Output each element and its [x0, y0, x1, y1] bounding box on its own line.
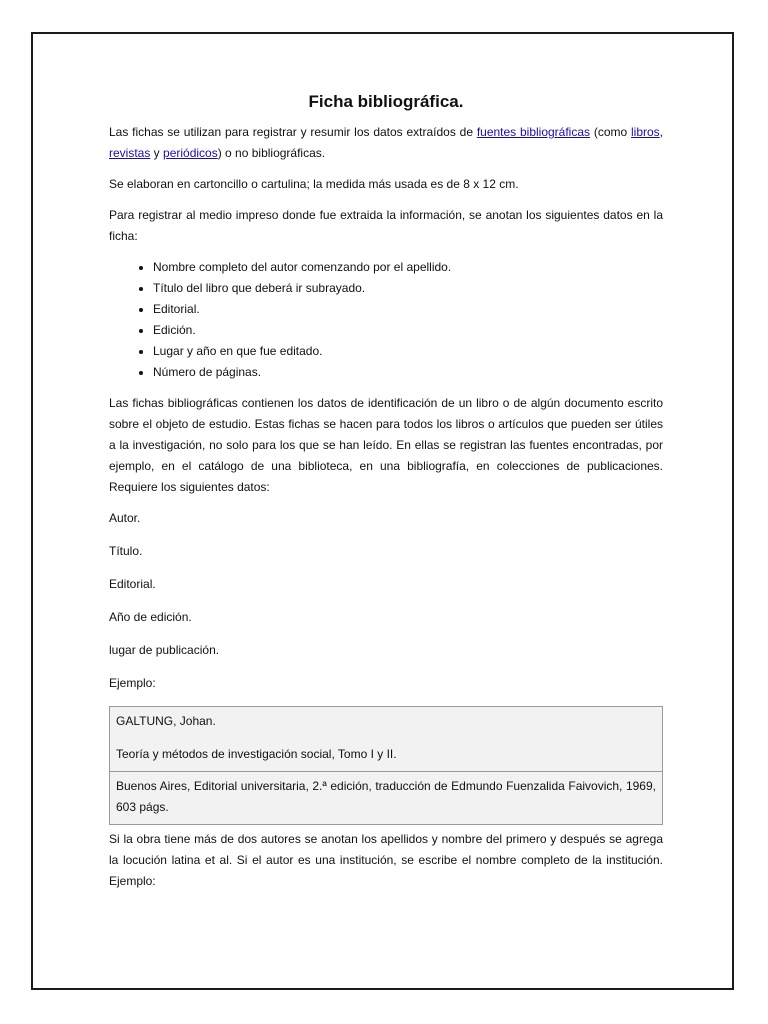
field-lugar-publicacion: lugar de publicación. — [109, 643, 220, 657]
example-box — [109, 706, 663, 825]
example-author: GALTUNG, Johan. — [116, 714, 216, 728]
document-title: Ficha bibliográfica. — [308, 92, 464, 111]
intro-paragraph — [109, 122, 663, 164]
list-item: • Número de páginas. — [153, 362, 663, 383]
intro-text-after: ) o no bibliográficas. — [217, 146, 326, 160]
list-item: • Edición. — [153, 320, 663, 341]
intro-sep-2: y — [150, 146, 164, 160]
field-editorial: Editorial. — [109, 577, 156, 591]
size-paragraph: Se elaboran en cartoncillo o cartulina; la medida más usada es de 8 x 12 cm. — [109, 177, 519, 191]
example-publication: Buenos Aires, Editorial universitaria, 2.ª edición, traducción de Edmundo Fuenzalida Faivovich, 1969, 603 págs. — [116, 779, 656, 814]
field-ejemplo: Ejemplo: — [109, 676, 156, 690]
link-periodicos[interactable]: periódicos — [163, 146, 218, 160]
link-revistas[interactable]: revistas — [109, 146, 151, 160]
field-anio-edicion: Año de edición. — [109, 610, 192, 624]
register-paragraph: Para registrar al medio impreso donde fue extraida la información, se anotan los siguientes datos en la ficha: — [109, 208, 663, 243]
document-page — [31, 32, 734, 990]
example-cell-top — [110, 707, 662, 771]
example-book-title: Teoría y métodos de investigación social, Tomo I y II. — [116, 747, 397, 761]
link-fuentes-bibliograficas[interactable]: fuentes bibliográficas — [476, 125, 591, 139]
field-titulo: Título. — [109, 544, 143, 558]
link-libros[interactable]: libros — [630, 125, 660, 139]
list-item: • Título del libro que deberá ir subrayado. — [153, 278, 663, 299]
list-item: • Editorial. — [153, 299, 663, 320]
fichas-paragraph: Las fichas bibliográficas contienen los datos de identificación de un libro o de algún documento escrito sobre el objeto de estudio. Estas fichas se hacen para todos los libros o artículos que pueden ser útiles a la investigación, no solo para los que se han leído. En ellas se registran las fuentes encontradas, por ejemplo, en el catálogo de una biblioteca, en una bibliografía, en colecciones de publicaciones. Requiere los siguientes datos: — [109, 396, 663, 494]
intro-sep-1: , — [659, 125, 664, 139]
example-cell-bottom — [110, 771, 662, 824]
intro-text-como: (como — [590, 125, 631, 139]
list-item: • Lugar y año en que fue editado. — [153, 341, 663, 362]
document-content — [109, 90, 663, 902]
field-autor: Autor. — [109, 511, 141, 525]
autores-paragraph: Si la obra tiene más de dos autores se anotan los apellidos y nombre del primero y después se agrega la locución latina et al. Si el autor es una institución, se escribe el nombre completo de la institución. Ejemplo: — [109, 832, 663, 888]
data-list — [109, 257, 663, 383]
list-item: • Nombre completo del autor comenzando por el apellido. — [153, 257, 663, 278]
intro-text-before: Las fichas se utilizan para registrar y resumir los datos extraídos de — [109, 125, 477, 139]
